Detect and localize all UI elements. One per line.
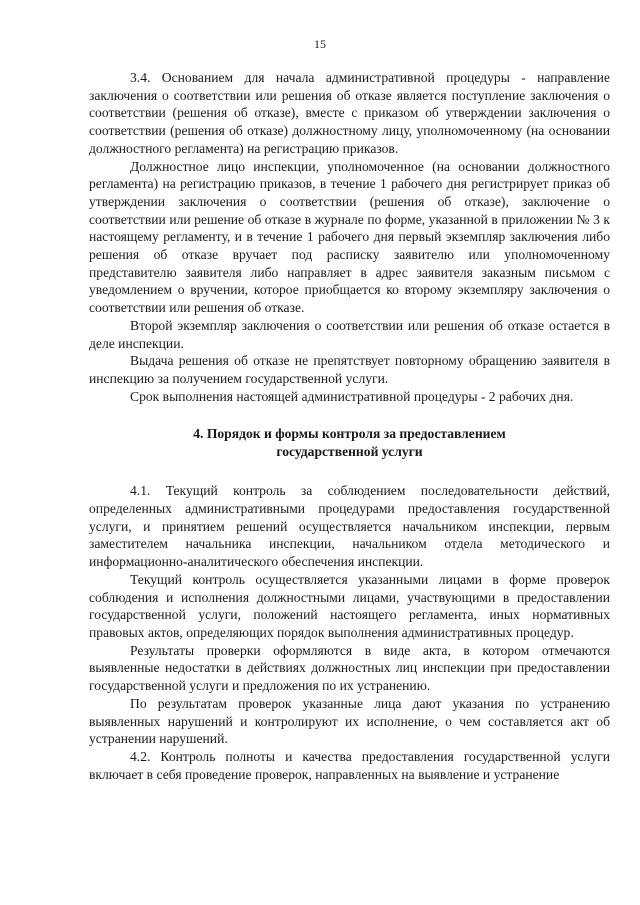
section-heading-line-2: государственной услуги [276,444,423,460]
section-heading [89,425,610,461]
section-heading-line-1: 4. Порядок и формы контроля за предоставлением [193,426,506,442]
page-number: 15 [314,37,326,51]
paragraph-3-4: 3.4. Основанием для начала административной процедуры - направление заключения о соответствии или решения об отказе является поступление заключения о соответствии (решения об отказе), вместе с приказом об утверждении заключения о соответствии (решения об отказе) должностному лицу, уполномоченному (на основании должностного регламента) на регистрацию приказов. [89,70,610,156]
paragraph-current-control: Текущий контроль осуществляется указанными лицами в форме проверок соблюдения и исполнения должностными лицами, участвующими в предоставлении государственной услуги, положений настоящего регламента, иных нормативных правовых актов, определяющих порядок выполнения административных процедур. [89,571,610,640]
paragraph-second-copy: Второй экземпляр заключения о соответствии или решения об отказе остается в деле инспекции. [89,317,610,351]
paragraph-4-2: 4.2. Контроль полноты и качества предоставления государственной услуги включает в себя проведение проверок, направленных на выявление и устранение [89,748,610,782]
paragraph-inspection-results: Результаты проверки оформляются в виде акта, в котором отмечаются выявленные недостатки в действиях должностных лиц инспекции при предоставлении государственной услуги и предложения по их устранению. [89,642,610,694]
paragraph-4-1: 4.1. Текущий контроль за соблюдением последовательности действий, определенных административными процедурами предоставления государственной услуги, и принятием решений осуществляется начальником инспекции, первым заместителем начальника инспекции, начальником отдела методического и информационно-аналитического обеспечения инспекции. [89,483,610,570]
paragraph-refusal: Выдача решения об отказе не препятствует повторному обращению заявителя в инспекцию за получением государственной услуги. [89,353,610,386]
document-body [89,69,610,783]
paragraph-deadline: Срок выполнения настоящей административной процедуры - 2 рабочих дня. [130,388,574,404]
paragraph-corrective-actions: По результатам проверок указанные лица дают указания по устранению выявленных нарушений и контролируют их исполнение, о чем составляется акт об устранении нарушений. [89,695,610,747]
paragraph-registration: Должностное лицо инспекции, уполномоченное (на основании должностного регламента) на регистрацию приказов, в течение 1 рабочего дня регистрирует приказ об утверждении заключения о соответствии (решения об отказе), заключение о соответствии или решение об отказе в журнале по форме, указанной в приложении № 3 к настоящему регламенту, и в течение 1 рабочего дня первый экземпляр заключения либо решения об отказе вручает под расписку заявителю или уполномоченному представителю заявителя либо направляет в адрес заявителя заказным письмом с уведомлением о вручении, которое приобщается ко второму экземпляру заключения о соответствии или решения об отказе. [89,158,610,316]
